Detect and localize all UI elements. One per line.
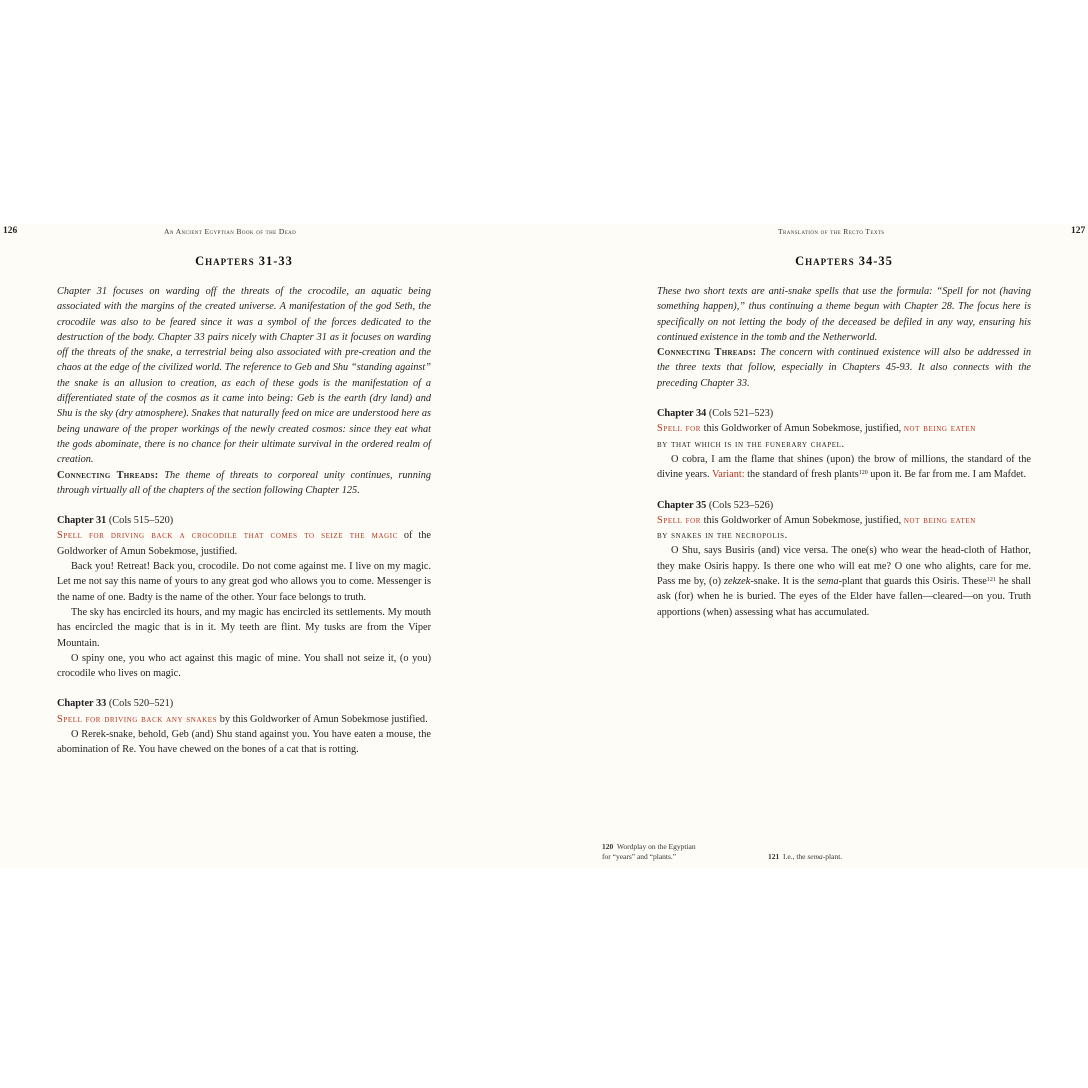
running-head: An Ancient Egyptian Book of the Dead bbox=[164, 227, 297, 236]
footnote-ref: 121 bbox=[986, 577, 996, 584]
chapter-33-heading: Chapter 33 (Cols 520–521) bbox=[57, 698, 174, 710]
right-text-block bbox=[657, 284, 1031, 620]
running-head: Translation of the Recto Texts bbox=[778, 227, 885, 236]
chapter-35-heading: Chapter 35 (Cols 523–526) bbox=[657, 499, 774, 511]
chapter-35-paragraph: O Shu, says Busiris (and) vice versa. The one(s) who wear the head-cloth of Hathor, they make Osiris happy. Is there one who will eat me? O one who alights, care for me. Pass me by, (o) zekzek-snake. It is the sema-plant that guards this Osiris. These$^{121}$ he shall ask (for) when he is buried. The eyes of the Elder have fallen—cleared—on you. Truth apportions (when) assessing what has accumulated. bbox=[657, 545, 1032, 618]
book-spread bbox=[0, 224, 1088, 868]
chapter-31-paragraph: The sky has encircled its hours, and my magic has encircled its settlements. My mouth has encircled the magic that is in it. My teeth are flint. My tusks are from the Viper Mountain. bbox=[57, 606, 431, 649]
chapter-35-spell: Spell for this Goldworker of Amun Sobekmose, justified, not being eaten bbox=[657, 514, 976, 526]
connecting-threads: Connecting Threads: The theme of threats to corporeal unity continues, running through virtually all of the chapters of the section following Chapter 125. bbox=[57, 469, 432, 496]
footnote-121: 121 I.e., the sema-plant. bbox=[768, 852, 843, 861]
chapter-title: Chapters 31-33 bbox=[195, 254, 293, 268]
chapter-34-paragraph: O cobra, I am the flame that shines (upon) the brow of millions, the standard of the divine years. Variant: the standard of fresh plants$^{120}$ upon it. Be far from me. I am Mafdet. bbox=[657, 453, 1031, 481]
chapter-31-heading: Chapter 31 (Cols 515–520) bbox=[57, 515, 174, 527]
chapter-31-paragraph: O spiny one, you who act against this magic of mine. You shall not seize it, (o you) crocodile who lives on magic. bbox=[57, 652, 431, 680]
chapter-33-spell: Spell for driving back any snakes by this Goldworker of Amun Sobekmose justified. bbox=[57, 713, 428, 725]
right-page bbox=[544, 224, 1088, 868]
page-number: 127 bbox=[1071, 226, 1086, 236]
chapter-34-spell-tail: by that which is in the funerary chapel. bbox=[657, 438, 845, 450]
chapter-31-paragraph: Back you! Retreat! Back you, crocodile. Do not come against me. I live on my magic. Let me not say this name of yours to any great god who allows you to come. Messenger is the name of one. Badty is the name of the other. Your face belongs to truth. bbox=[57, 561, 431, 603]
page-number: 126 bbox=[3, 226, 18, 236]
variant-label: Variant: bbox=[712, 469, 745, 481]
intro-paragraph: These two short texts are anti-snake spells that use the formula: “Spell for not (having something happen),” thus continuing a theme begun with Chapter 28. The focus here is specifically on not letting the body of the deceased be defiled in any way, ensuring his continued existence in the tomb and the Netherworld. bbox=[657, 286, 1031, 343]
footnote-ref: 120 bbox=[858, 470, 868, 477]
chapter-34-spell: Spell for this Goldworker of Amun Sobekmose, justified, not being eaten bbox=[657, 423, 976, 435]
chapter-35-spell-tail: by snakes in the necropolis. bbox=[657, 530, 788, 542]
left-page bbox=[0, 224, 544, 868]
left-text-block bbox=[57, 284, 431, 758]
chapter-34-heading: Chapter 34 (Cols 521–523) bbox=[657, 408, 774, 420]
intro-paragraph: Chapter 31 focuses on warding off the threats of the crocodile, an aquatic being associated with the margins of the created universe. A manifestation of the god Seth, the crocodile was also to be feared since it was a symbol of the forces dedicated to the destruction of the body. Chapter 33 pairs nicely with Chapter 31 as it focuses on warding off the threats of the snake, a terrestrial being also associated with pre-creation and the chaos at the edge of the civilized world. The reference to Geb and Shu “standing against” the snake is an allusion to creation, as each of these gods is the manifestation of a differentiated state of the cosmos as it came into being: Geb is the earth (dry land) and Shu is the sky (dry atmosphere). Snakes that naturally feed on mice are understood here as being unaware of the proper workings of the newly created cosmos: since they eat what the gods abominate, there is no chance for their ultimate survival in the ordered realm of creation. bbox=[57, 286, 431, 466]
connecting-threads: Connecting Threads: The concern with continued existence will also be addressed in the three texts that follow, especially in Chapters 45-93. It also connects with the preceding Chapter 33. bbox=[657, 347, 1032, 389]
chapter-33-paragraph: O Rerek-snake, behold, Geb (and) Shu stand against you. You have eaten a mouse, the abomination of Re. You have chewed on the bones of a cat that is rotting. bbox=[57, 729, 431, 756]
chapter-31-spell: Spell for driving back a crocodile that comes to seize the magic of the Goldworker of Amun Sobekmose, justified. bbox=[57, 530, 431, 557]
chapter-title: Chapters 34-35 bbox=[795, 254, 893, 268]
footnote-120: 120 Wordplay on the Egyptian for “years” and “plants.” bbox=[602, 842, 696, 861]
